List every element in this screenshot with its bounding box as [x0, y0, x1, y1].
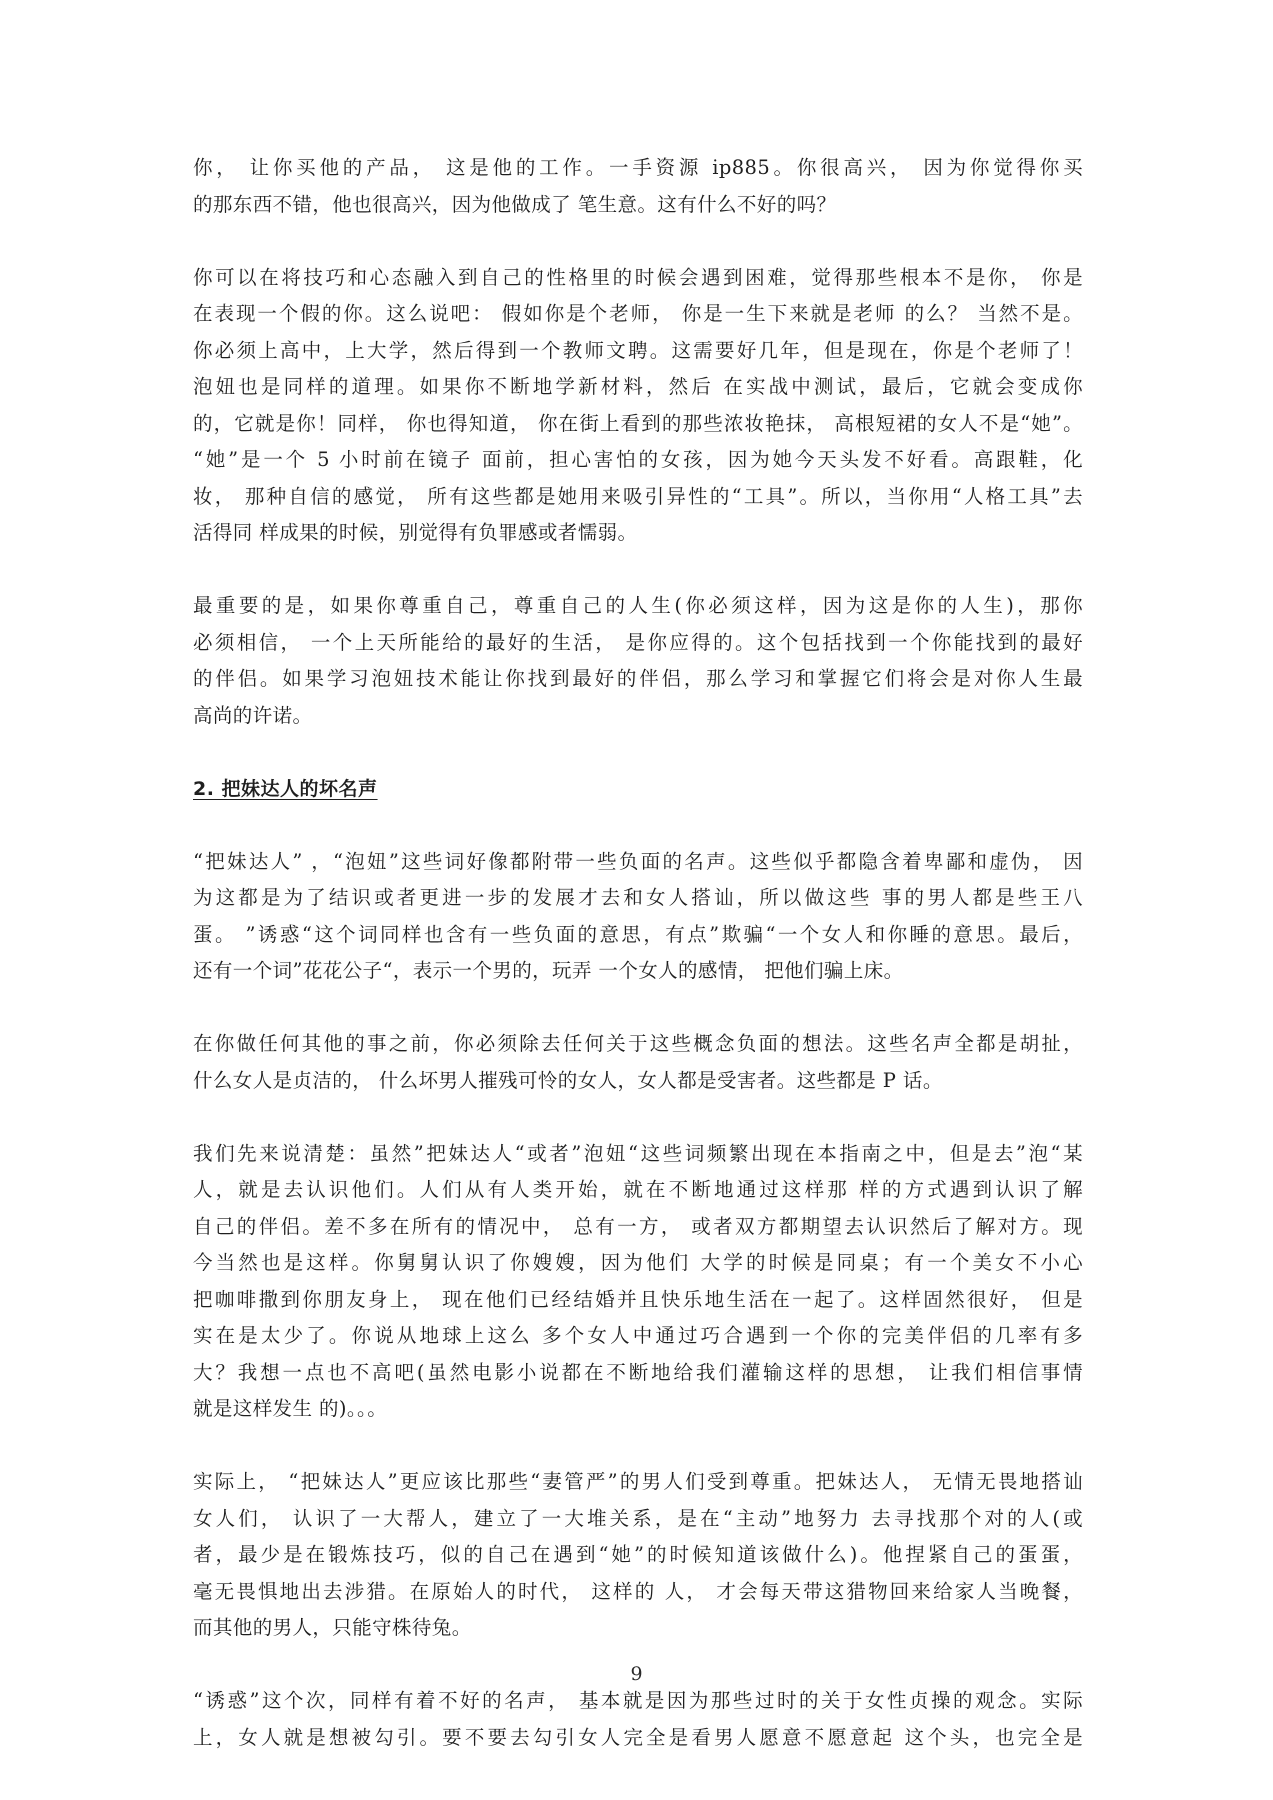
- text-line: 泡妞也是同样的道理。如果你不断地学新材料，然后 在实战中测试，最后，它就会变成你: [193, 375, 1083, 398]
- text-line: “诱惑”这个次，同样有着不好的名声， 基本就是因为那些过时的关于女性贞操的观念。实际: [193, 1689, 1083, 1712]
- paragraph: [193, 1464, 1083, 1647]
- text-line: 实在是太少了。你说从地球上这么 多个女人中通过巧合遇到一个你的完美伴侣的几率有多: [193, 1324, 1083, 1347]
- paragraph: [193, 150, 1083, 223]
- text-line: 而其他的男人，只能守株待兔。: [193, 1616, 472, 1639]
- text-line: 你可以在将技巧和心态融入到自己的性格里的时候会遇到困难，觉得那些根本不是你， 你是: [193, 265, 1083, 289]
- text-line: “她”是一个 5 小时前在镜子 面前，担心害怕的女孩，因为她今天头发不好看。高跟鞋，化: [193, 448, 1083, 471]
- text-line: 大？我想一点也不高吧(虽然电影小说都在不断地给我们灌输这样的思想， 让我们相信事情: [193, 1360, 1083, 1384]
- paragraph: [193, 1026, 1083, 1099]
- text-line: 把咖啡撒到你朋友身上， 现在他们已经结婚并且快乐地生活在一起了。这样固然很好， 但是: [193, 1287, 1083, 1311]
- page-number: 9: [630, 1663, 643, 1685]
- paragraph: [193, 588, 1083, 734]
- text-line: 的，它就是你！同样， 你也得知道， 你在街上看到的那些浓妆艳抹， 高根短裙的女人不是“她”。: [193, 411, 1083, 435]
- text-line: 上，女人就是想被勾引。要不要去勾引女人完全是看男人愿意不愿意起 这个头，也完全是: [193, 1725, 1083, 1749]
- text-line: “把妹达人” ，“泡妞”这些词好像都附带一些负面的名声。这些似乎都隐含着卑鄙和虚伪， 因: [193, 849, 1083, 873]
- paragraph: [193, 844, 1083, 990]
- text-line: 女人们， 认识了一大帮人，建立了一大堆关系，是在“主动”地努力 去寻找那个对的人(或: [193, 1506, 1083, 1530]
- text-line: 者，最少是在锻炼技巧，似的自己在遇到“她”的时候知道该做什么)。他捏紧自己的蛋蛋，: [193, 1543, 1083, 1566]
- text-line: 毫无畏惧地出去涉猎。在原始人的时代， 这样的 人， 才会每天带这猎物回来给家人当晚餐，: [193, 1579, 1083, 1603]
- text-line: 必须相信， 一个上天所能给的最好的生活， 是你应得的。这个包括找到一个你能找到的最好: [193, 630, 1083, 654]
- text-line: 实际上， “把妹达人”更应该比那些“妻管严”的男人们受到尊重。把妹达人， 无情无畏地搭讪: [193, 1470, 1083, 1493]
- text-line: 的那东西不错，他也很高兴，因为他做成了 笔生意。这有什么不好的吗？: [193, 192, 837, 216]
- text-line: 活得同 样成果的时候，别觉得有负罪感或者懦弱。: [193, 521, 638, 544]
- paragraphs-after-heading: [193, 844, 1083, 1757]
- paragraph: [193, 1683, 1083, 1756]
- text-line: 自己的伴侣。差不多在所有的情况中， 总有一方， 或者双方都期望去认识然后了解对方。现: [193, 1214, 1083, 1238]
- text-line: 今当然也是这样。你舅舅认识了你嫂嫂，因为他们 大学的时候是同桌；有一个美女不小心: [193, 1251, 1083, 1274]
- text-line: 妆， 那种自信的感觉， 所有这些都是她用来吸引异性的“工具”。所以，当你用“人格工具”去: [193, 484, 1083, 508]
- paragraph: [193, 1136, 1083, 1428]
- text-line: 最重要的是，如果你尊重自己，尊重自己的人生(你必须这样，因为这是你的人生)，那你: [193, 594, 1083, 617]
- text-line: 你， 让你买他的产品， 这是他的工作。一手资源 ip885。你很高兴， 因为你觉得你买: [193, 156, 1083, 179]
- paragraph: [193, 260, 1083, 552]
- text-line: 蛋。 ”诱惑“这个词同样也含有一些负面的意思，有点”欺骗“一个女人和你睡的意思。最后，: [193, 922, 1083, 946]
- text-line: 在表现一个假的你。这么说吧： 假如你是个老师， 你是一生下来就是老师 的么？ 当然不是。: [193, 302, 1083, 325]
- document-body: [193, 150, 1083, 1793]
- text-line: 在你做任何其他的事之前，你必须除去任何关于这些概念负面的想法。这些名声全都是胡扯，: [193, 1032, 1083, 1055]
- section-heading: 2. 把妹达人的坏名声: [193, 777, 378, 800]
- text-line: 高尚的许诺。: [193, 703, 313, 727]
- text-line: 你必须上高中，上大学，然后得到一个教师文聘。这需要好几年，但是现在，你是个老师了！: [193, 338, 1083, 362]
- paragraphs-before-heading: [193, 150, 1083, 734]
- text-line: 就是这样发生 的)。。。: [193, 1397, 388, 1420]
- text-line: 为这都是为了结识或者更进一步的发展才去和女人搭讪，所以做这些 事的男人都是些王八: [193, 886, 1083, 909]
- text-line: 什么女人是贞洁的， 什么坏男人摧残可怜的女人，女人都是受害者。这些都是 P 话。: [193, 1068, 943, 1092]
- text-line: 还有一个词”花花公子“，表示一个男的，玩弄 一个女人的感情， 把他们骗上床。: [193, 959, 904, 982]
- text-line: 我们先来说清楚：虽然”把妹达人“或者”泡妞“这些词频繁出现在本指南之中，但是去”泡“某: [193, 1141, 1083, 1165]
- text-line: 的伴侣。如果学习泡妞技术能让你找到最好的伴侣，那么学习和掌握它们将会是对你人生最: [193, 667, 1083, 690]
- text-line: 人，就是去认识他们。人们从有人类开始，就在不断地通过这样那 样的方式遇到认识了解: [193, 1178, 1083, 1201]
